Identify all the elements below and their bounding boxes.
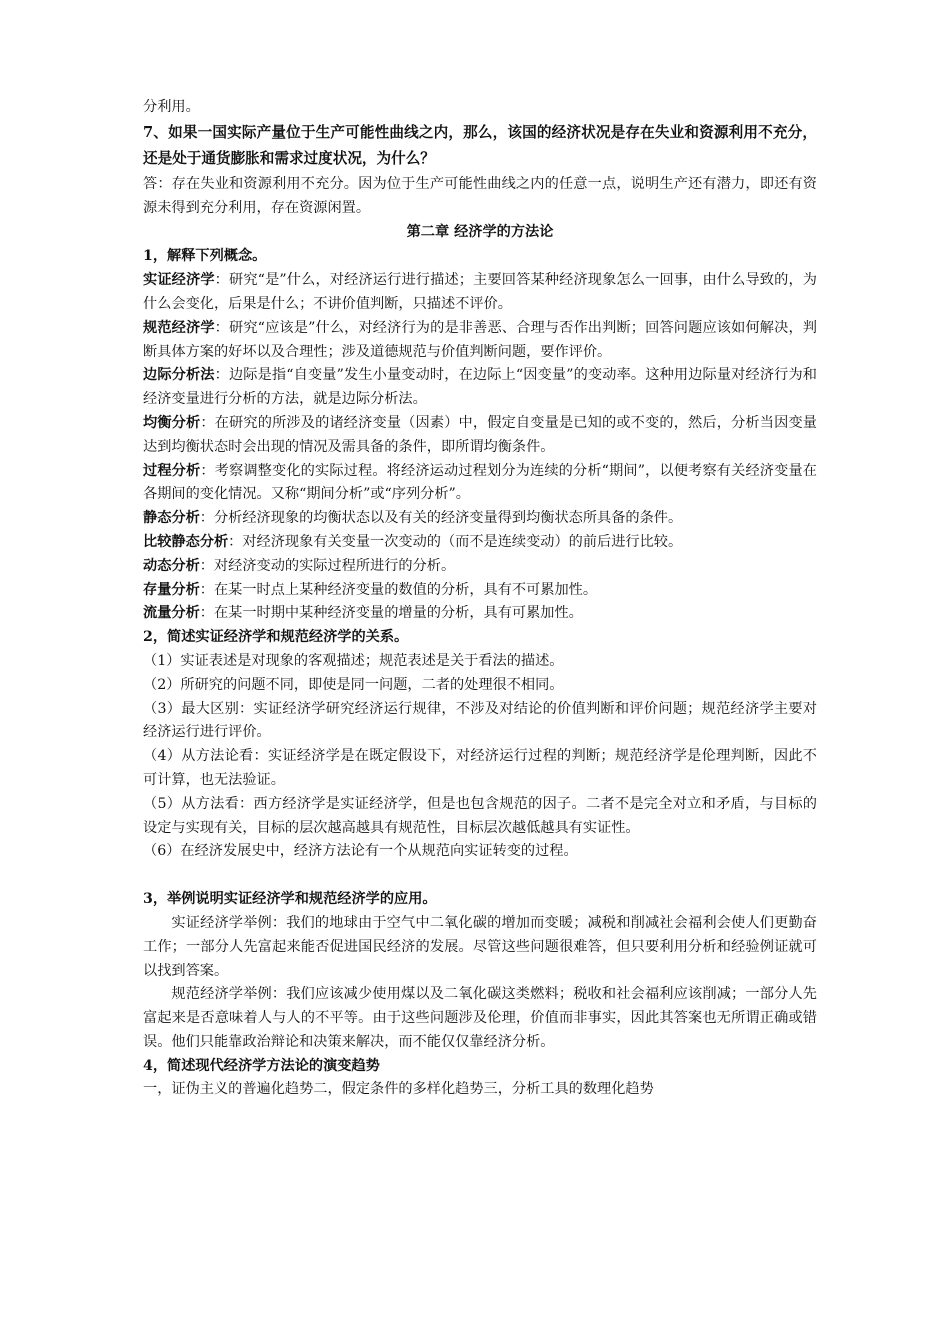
concept-term: 流量分析: [143, 605, 200, 622]
concept-item: [143, 460, 817, 508]
document-page: [143, 96, 817, 1102]
concept-term: 动态分析: [143, 557, 200, 574]
concept-item: [143, 507, 817, 531]
concept-definition: ：研究“应该是”什么，对经济行为的是非善恶、合理与否作出判断；回答问题应该如何解决，判断具体方案的好坏以及合理性；涉及道德规范与价值判断问题，要作评价。: [143, 319, 817, 360]
example-normative: 规范经济学举例：我们应该减少使用煤以及二氧化碳这类燃料；税收和社会福利应该削减；一部分人先富起来是否意味着人与人的不平等。由于这些问题涉及伦理，价值而非事实，因此其答案也无所谓正确或错误。他们只能靠政治辩论和决策来解决，而不能仅仅靠经济分析。: [143, 986, 817, 1050]
concept-definition: ：在某一时点上某种经济变量的数值的分析，具有不可累加性。: [199, 581, 598, 598]
concept-definition: ：对经济变动的实际过程所进行的分析。: [199, 557, 456, 574]
chapter-title: 第二章 经济学的方法论: [406, 224, 554, 241]
concept-item: [143, 269, 817, 317]
concept-definition: ：考察调整变化的实际过程。将经济运动过程划分为连续的分析“期间”，以便考察有关经济变量在各期间的变化情况。又称“期间分析”或“序列分析”。: [143, 462, 817, 503]
question-3: 3，举例说明实证经济学和规范经济学的应用。: [143, 891, 437, 908]
example-positive: 实证经济学举例：我们的地球由于空气中二氧化碳的增加而变暖；减税和削减社会福利会使人们更勤奋工作；一部分人先富起来能否促进国民经济的发展。尽管这些问题很难答，但只要利用分析和经验例证就可以找到答案。: [143, 914, 817, 979]
concept-definition: ：对经济现象有关变量一次变动的（而不是连续变动）的前后进行比较。: [228, 533, 683, 550]
concept-item: [143, 412, 817, 460]
blank-line: [143, 864, 817, 888]
relation-item: （1）实证表述是对现象的客观描述；规范表述是关于看法的描述。: [143, 652, 564, 669]
answer-4: 一，证伪主义的普遍化趋势二，假定条件的多样化趋势三，分析工具的数理化趋势: [143, 1081, 654, 1098]
concept-term: 存量分析: [143, 581, 200, 598]
question-4: 4，简述现代经济学方法论的演变趋势: [143, 1057, 380, 1074]
concept-definition: ：分析经济现象的均衡状态以及有关的经济变量得到均衡状态所具备的条件。: [199, 510, 683, 527]
relation-item: （6）在经济发展史中，经济方法论有一个从规范向实证转变的过程。: [143, 843, 578, 860]
concept-term: 实证经济学: [143, 272, 215, 289]
question-1: 1，解释下列概念。: [143, 248, 267, 265]
concept-item: [143, 531, 817, 555]
relation-item: （2）所研究的问题不同，即使是同一问题，二者的处理很不相同。: [143, 676, 564, 693]
concept-term: 比较静态分析: [143, 533, 229, 550]
relation-item: （4）从方法论看：实证经济学是在既定假设下，对经济运行过程的判断；规范经济学是伦理判断，因此不可计算，也无法验证。: [143, 748, 817, 788]
concept-term: 均衡分析: [143, 414, 201, 431]
paragraph-continuation: 分利用。: [143, 99, 200, 115]
concept-item: [143, 317, 817, 365]
relation-item: （5）从方法看：西方经济学是实证经济学，但是也包含规范的因子。二者不是完全对立和矛盾，与目标的设定与实现有关，目标的层次越高越具有规范性，目标层次越低越具有实证性。: [143, 795, 817, 836]
concept-definition: ：边际是指“自变量”发生小量变动时，在边际上“因变量”的变动率。这种用边际量对经济行为和经济变量进行分析的方法，就是边际分析法。: [143, 367, 817, 408]
question-7: 7、如果一国实际产量位于生产可能性曲线之内，那么，该国的经济状况是存在失业和资源利用不充分，还是处于通货膨胀和需求过度状况，为什么？: [143, 123, 817, 167]
question-2: 2，简述实证经济学和规范经济学的关系。: [143, 629, 409, 646]
concept-item: [143, 579, 817, 603]
concept-term: 规范经济学: [143, 319, 215, 336]
relation-list: [143, 650, 817, 864]
concept-term: 静态分析: [143, 510, 200, 527]
concept-item: [143, 364, 817, 412]
concept-definition: ：在某一时期中某种经济变量的增量的分析，具有可累加性。: [199, 605, 583, 622]
concept-term: 过程分析: [143, 462, 201, 479]
concept-item: [143, 602, 817, 626]
concept-definition: ：在研究的所涉及的诸经济变量（因素）中，假定自变量是已知的或不变的，然后，分析当因变量达到均衡状态时会出现的情况及需具备的条件，即所谓均衡条件。: [143, 414, 817, 455]
answer-7: 答：存在失业和资源利用不充分。因为位于生产可能性曲线之内的任意一点，说明生产还有潜力，即还有资源未得到充分利用，存在资源闲置。: [143, 175, 817, 216]
concept-item: [143, 555, 817, 579]
concept-term: 边际分析法: [143, 367, 215, 384]
concept-list: [143, 269, 817, 626]
relation-item: （3）最大区别：实证经济学研究经济运行规律，不涉及对结论的价值判断和评价问题；规范经济学主要对经济运行进行评价。: [143, 700, 817, 741]
concept-definition: ：研究“是”什么，对经济运行进行描述；主要回答某种经济现象怎么一回事，由什么导致的，为什么会变化，后果是什么；不讲价值判断，只描述不评价。: [143, 272, 817, 312]
